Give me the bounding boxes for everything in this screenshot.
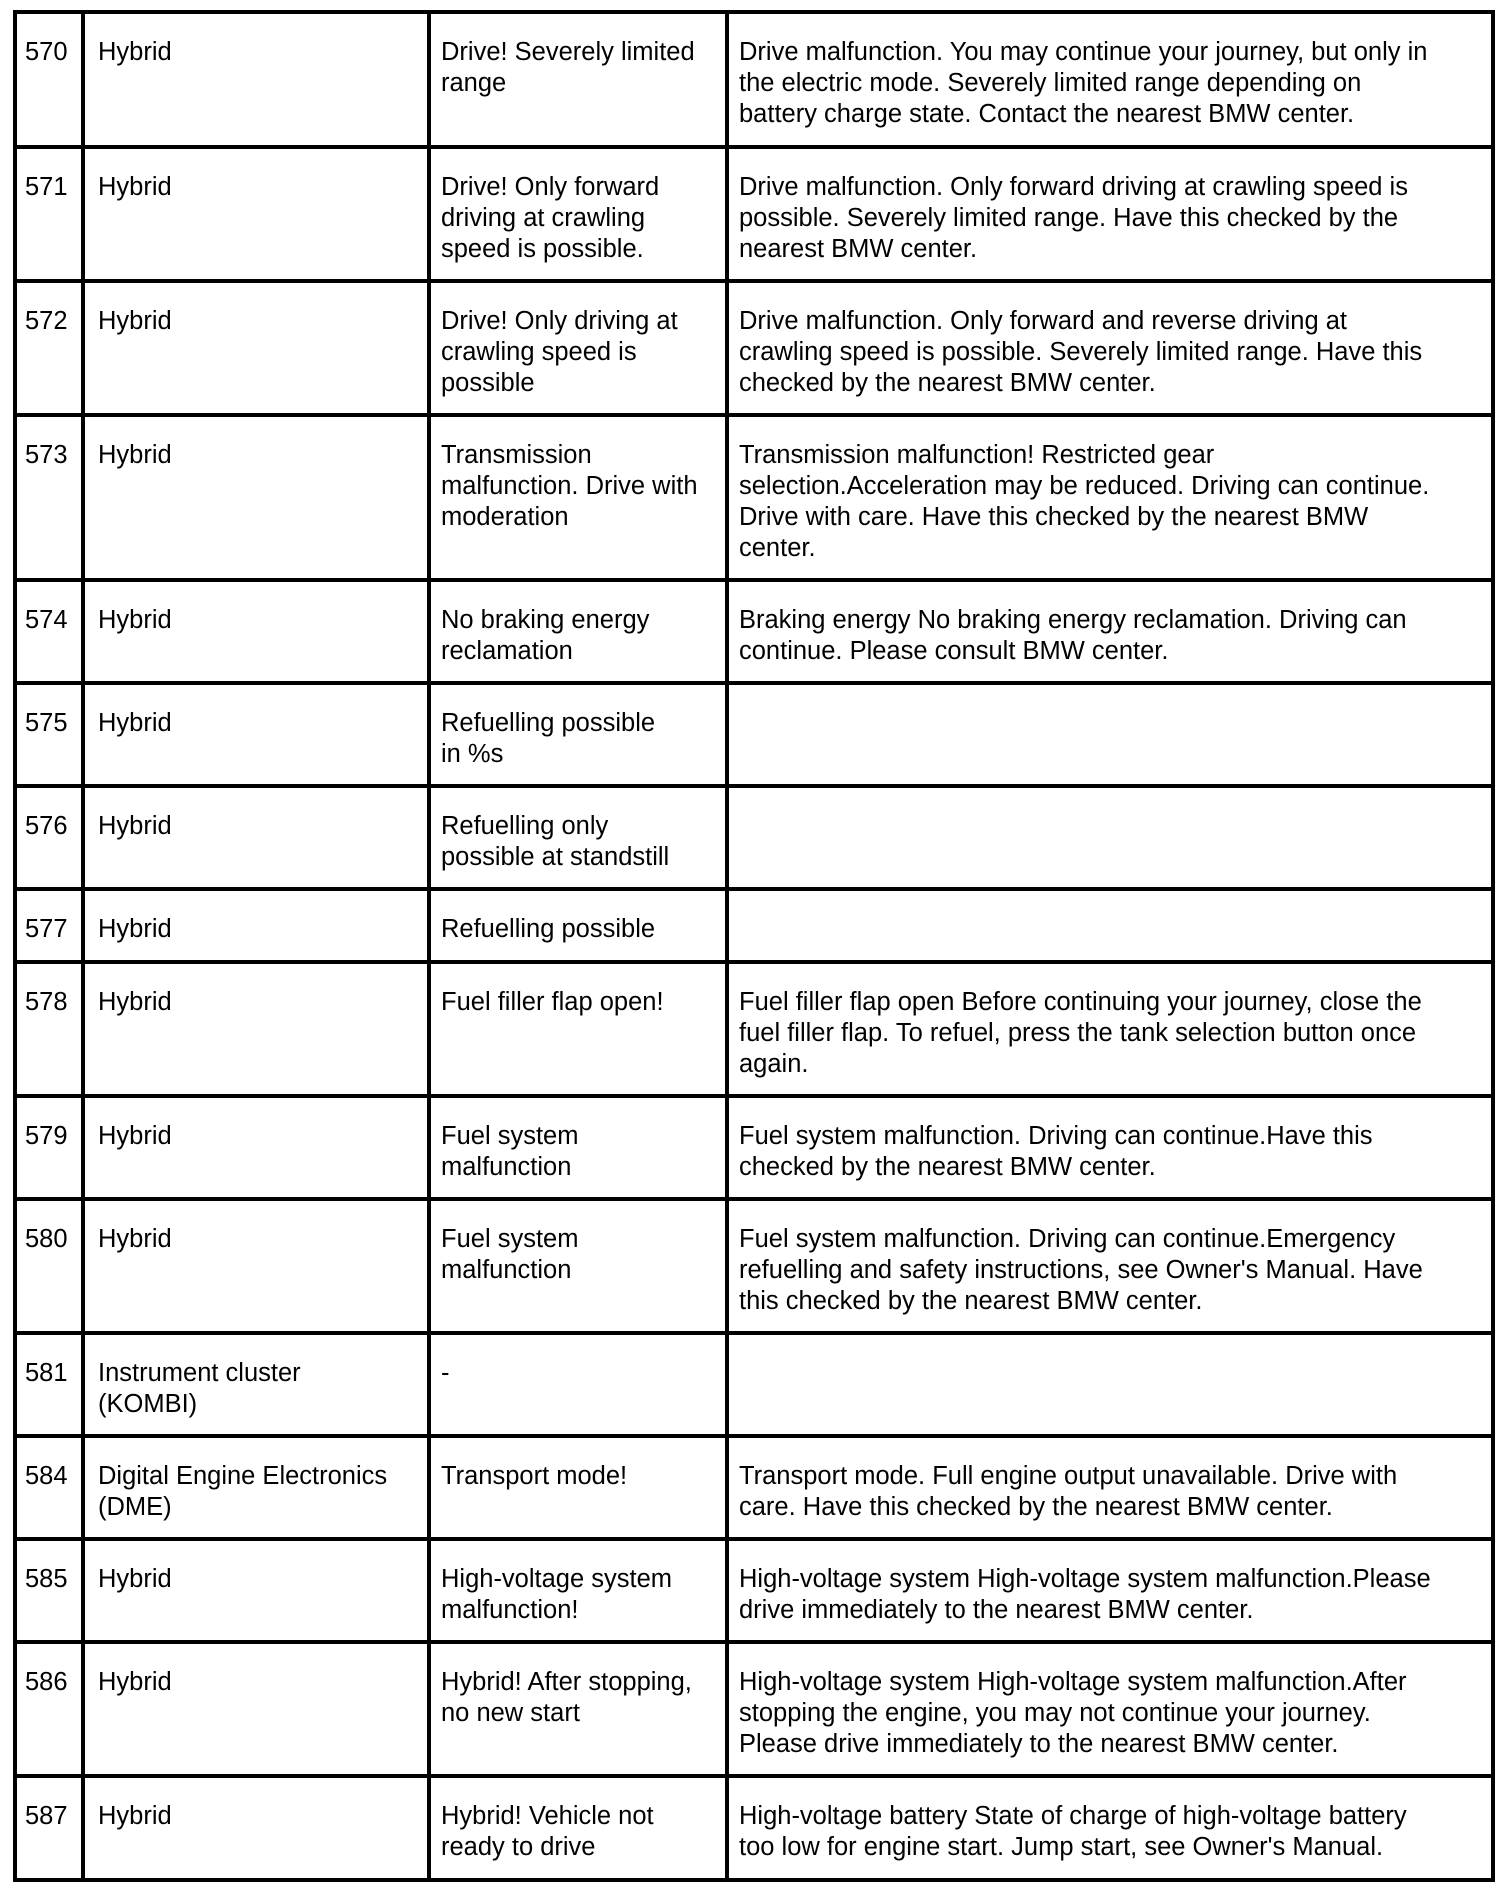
message-title: Transport mode! bbox=[429, 1436, 727, 1539]
message-title: High-voltage system malfunction! bbox=[429, 1539, 727, 1642]
control-module: Digital Engine Electronics (DME) bbox=[83, 1436, 429, 1539]
message-description: Fuel filler flap open Before continuing your journey, close the fuel filler flap. To refuel, press the tank selection button once again. bbox=[727, 962, 1493, 1096]
message-title: Transmission malfunction. Drive with moderation bbox=[429, 415, 727, 580]
table-row bbox=[15, 1642, 1493, 1776]
control-module: Hybrid bbox=[83, 415, 429, 580]
message-description bbox=[727, 683, 1493, 786]
message-number: 581 bbox=[15, 1333, 83, 1436]
message-description bbox=[727, 786, 1493, 889]
message-number: 574 bbox=[15, 580, 83, 683]
table-row bbox=[15, 1199, 1493, 1333]
message-title: Refuelling possible in %s bbox=[429, 683, 727, 786]
table-row bbox=[15, 147, 1493, 281]
message-description: Transport mode. Full engine output unavailable. Drive with care. Have this checked by the nearest BMW center. bbox=[727, 1436, 1493, 1539]
message-description: High-voltage system High-voltage system malfunction.Please drive immediately to the nearest BMW center. bbox=[727, 1539, 1493, 1642]
message-number: 578 bbox=[15, 962, 83, 1096]
table-row bbox=[15, 1539, 1493, 1642]
message-number: 585 bbox=[15, 1539, 83, 1642]
table-row bbox=[15, 580, 1493, 683]
control-module: Hybrid bbox=[83, 962, 429, 1096]
table-row bbox=[15, 962, 1493, 1096]
table-row bbox=[15, 281, 1493, 415]
message-description: Drive malfunction. Only forward and reverse driving at crawling speed is possible. Severely limited range. Have this checked by the nearest BMW center. bbox=[727, 281, 1493, 415]
message-description: Fuel system malfunction. Driving can continue.Emergency refuelling and safety instructions, see Owner's Manual. Have this checked by the nearest BMW center. bbox=[727, 1199, 1493, 1333]
message-number: 572 bbox=[15, 281, 83, 415]
control-module: Hybrid bbox=[83, 786, 429, 889]
message-title: Hybrid! Vehicle not ready to drive bbox=[429, 1776, 727, 1880]
message-description: High-voltage system High-voltage system malfunction.After stopping the engine, you may not continue your journey. Please drive immediately to the nearest BMW center. bbox=[727, 1642, 1493, 1776]
table-row bbox=[15, 1776, 1493, 1880]
control-module: Hybrid bbox=[83, 889, 429, 962]
message-description: Drive malfunction. Only forward driving at crawling speed is possible. Severely limited range. Have this checked by the nearest BMW center. bbox=[727, 147, 1493, 281]
message-description: Braking energy No braking energy reclamation. Driving can continue. Please consult BMW center. bbox=[727, 580, 1493, 683]
check-control-table bbox=[13, 10, 1495, 1882]
message-title: No braking energy reclamation bbox=[429, 580, 727, 683]
table-row bbox=[15, 1436, 1493, 1539]
message-number: 573 bbox=[15, 415, 83, 580]
message-description: High-voltage battery State of charge of high-voltage battery too low for engine start. Jump start, see Owner's Manual. bbox=[727, 1776, 1493, 1880]
message-number: 576 bbox=[15, 786, 83, 889]
message-number: 571 bbox=[15, 147, 83, 281]
message-title: Drive! Only forward driving at crawling speed is possible. bbox=[429, 147, 727, 281]
message-description: Fuel system malfunction. Driving can continue.Have this checked by the nearest BMW center. bbox=[727, 1096, 1493, 1199]
table-row bbox=[15, 12, 1493, 147]
message-title: Refuelling possible bbox=[429, 889, 727, 962]
message-number: 587 bbox=[15, 1776, 83, 1880]
control-module: Hybrid bbox=[83, 1776, 429, 1880]
message-number: 570 bbox=[15, 12, 83, 147]
message-description bbox=[727, 889, 1493, 962]
control-module: Instrument cluster (KOMBI) bbox=[83, 1333, 429, 1436]
table-row bbox=[15, 1333, 1493, 1436]
message-number: 584 bbox=[15, 1436, 83, 1539]
control-module: Hybrid bbox=[83, 1539, 429, 1642]
message-number: 580 bbox=[15, 1199, 83, 1333]
table-row bbox=[15, 786, 1493, 889]
control-module: Hybrid bbox=[83, 281, 429, 415]
table-row bbox=[15, 1096, 1493, 1199]
table-body bbox=[15, 12, 1493, 1880]
message-title: Refuelling only possible at standstill bbox=[429, 786, 727, 889]
control-module: Hybrid bbox=[83, 12, 429, 147]
message-description bbox=[727, 1333, 1493, 1436]
message-title: Fuel filler flap open! bbox=[429, 962, 727, 1096]
message-title: - bbox=[429, 1333, 727, 1436]
table-row bbox=[15, 415, 1493, 580]
control-module: Hybrid bbox=[83, 1642, 429, 1776]
message-number: 575 bbox=[15, 683, 83, 786]
message-number: 577 bbox=[15, 889, 83, 962]
table-row bbox=[15, 889, 1493, 962]
message-title: Fuel system malfunction bbox=[429, 1199, 727, 1333]
control-module: Hybrid bbox=[83, 1096, 429, 1199]
message-title: Hybrid! After stopping, no new start bbox=[429, 1642, 727, 1776]
message-number: 586 bbox=[15, 1642, 83, 1776]
control-module: Hybrid bbox=[83, 1199, 429, 1333]
message-title: Fuel system malfunction bbox=[429, 1096, 727, 1199]
message-description: Transmission malfunction! Restricted gear selection.Acceleration may be reduced. Driving can continue. Drive with care. Have this checked by the nearest BMW center. bbox=[727, 415, 1493, 580]
message-title: Drive! Only driving at crawling speed is possible bbox=[429, 281, 727, 415]
control-module: Hybrid bbox=[83, 147, 429, 281]
control-module: Hybrid bbox=[83, 580, 429, 683]
message-description: Drive malfunction. You may continue your journey, but only in the electric mode. Severely limited range depending on battery charge state. Contact the nearest BMW center. bbox=[727, 12, 1493, 147]
control-module: Hybrid bbox=[83, 683, 429, 786]
message-title: Drive! Severely limited range bbox=[429, 12, 727, 147]
message-number: 579 bbox=[15, 1096, 83, 1199]
table-row bbox=[15, 683, 1493, 786]
